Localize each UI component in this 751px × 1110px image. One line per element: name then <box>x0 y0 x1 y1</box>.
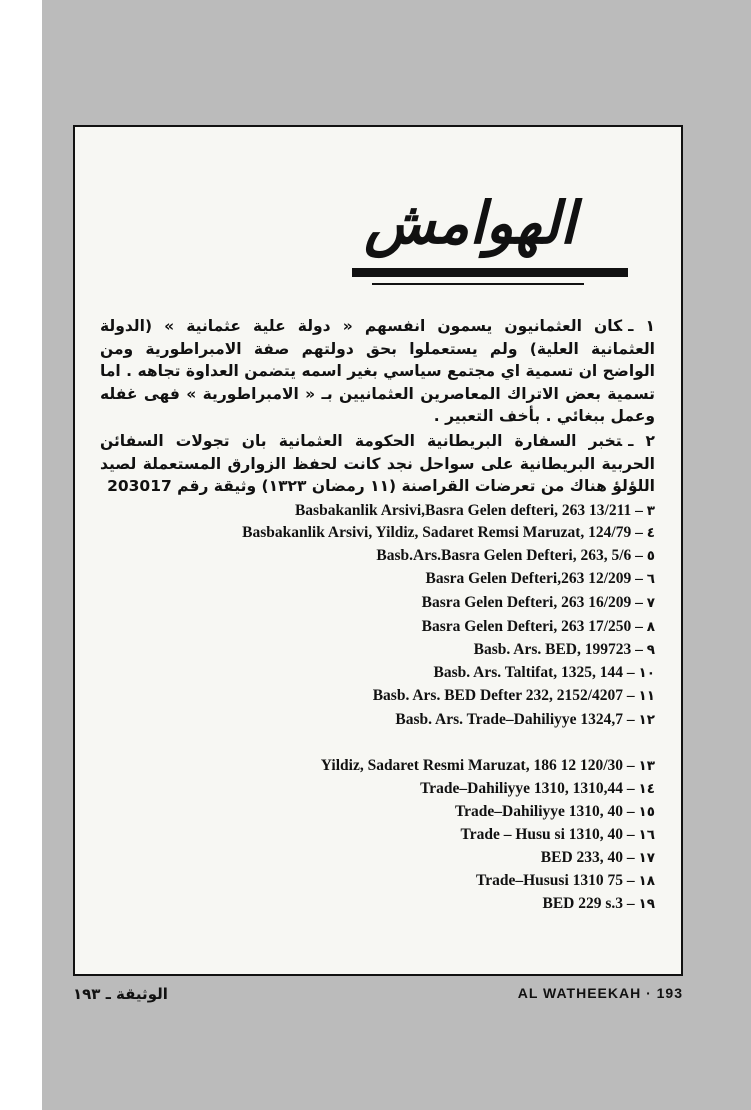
title-underline <box>352 268 628 277</box>
reference-item: Basb. Ars. Taltifat, 1325, 144 – ١٠ <box>433 664 655 681</box>
reference-number: ١٧ <box>638 850 655 866</box>
reference-text: Basbakanlik Arsivi,Basra Gelen defteri, 263 13/211 <box>294 502 632 519</box>
reference-number: ٩ <box>646 642 655 658</box>
reference-item: Basb.Ars.Basra Gelen Defteri, 263, 5/6 – ٥ <box>376 547 655 564</box>
reference-item: Basb. Ars. BED, 199723 – ٩ <box>473 641 655 658</box>
reference-number: ١٢ <box>638 712 655 728</box>
reference-number: ٦ <box>646 571 655 587</box>
reference-text: Basb. Ars. BED Defter 232, 2152/4207 <box>372 687 624 704</box>
reference-item: BED 229 s.3 – ١٩ <box>542 895 655 912</box>
footnote-text: تخبر السفارة البريطانية الحكومة العثمانية بان تجولات السفائن الحربية البريطانية على سواحل نجد كانت لحفظ الزوارق المستعملة لصيد اللؤلؤ هناك من تعرضات القراصنة (١١ رمضان ١٣٢٣) وثيقة رقم 203017 <box>100 432 655 496</box>
footer-page-arabic: الوثيقة ـ ١٩٣ <box>73 985 168 1003</box>
reference-text: Trade–Dahiliyye 1310, 1310,44 <box>420 780 624 797</box>
reference-number: ١٦ <box>638 827 655 843</box>
reference-text: Trade–Dahiliyye 1310, 40 <box>454 803 624 820</box>
reference-text: Basra Gelen Defteri, 263 17/250 <box>421 618 632 635</box>
reference-item: Basra Gelen Defteri, 263 17/250 – ٨ <box>421 618 655 635</box>
reference-item: Basb. Ars. BED Defter 232, 2152/4207 – ١١ <box>372 687 655 704</box>
reference-number: ١٨ <box>638 873 655 889</box>
reference-item: Trade–Dahiliyye 1310, 1310,44 – ١٤ <box>420 780 655 797</box>
footnote-number: ١ ـ <box>628 317 656 335</box>
reference-number: ٥ <box>646 548 655 564</box>
reference-text: Basra Gelen Defteri, 263 16/209 <box>421 594 632 611</box>
reference-item: BED 233, 40 – ١٧ <box>540 849 655 866</box>
footnote-1 <box>100 315 655 428</box>
footnote-number: ٢ ـ <box>628 432 655 450</box>
footer-page-latin: AL WATHEEKAH · 193 <box>517 985 683 1001</box>
reference-number: ١٥ <box>638 804 655 820</box>
reference-number: ١٩ <box>638 896 655 912</box>
reference-item: Yildiz, Sadaret Resmi Maruzat, 186 12 120/30 – ١٣ <box>320 757 655 774</box>
footnote-text: كان العثمانيون يسمون انفسهم « دولة علية عثمانية » (الدولة العثمانية العلية) ولم يستعملوا بحق دولتهم صفة الامبراطورية ومن الواضح ان تسمية اي مجتمع سياسي بغير اسمه يتضمن العداوة تجاهه . اما تسمية بعض الاتراك المعاصرين العثمانيين بـ « الامبراطورية » فهى غفله وعمل ببغائي . بأخف التعبير . <box>100 317 655 426</box>
reference-item: Basbakanlik Arsivi, Yildiz, Sadaret Remsi Maruzat, 124/79 – ٤ <box>242 524 655 541</box>
reference-number: ١٠ <box>638 665 655 681</box>
reference-item: Trade–Hususi 1310 75 – ١٨ <box>476 872 655 889</box>
page-title: الهوامش <box>364 189 576 257</box>
reference-text: Basra Gelen Defteri,263 12/209 <box>425 570 632 587</box>
reference-text: Basb. Ars. Trade–Dahiliyye 1324,7 <box>395 711 624 728</box>
reference-text: Basb. Ars. BED, 199723 <box>473 641 632 658</box>
footnote-2 <box>100 430 655 498</box>
reference-item: Basra Gelen Defteri, 263 16/209 – ٧ <box>421 594 655 611</box>
reference-text: BED 229 s.3 <box>542 895 624 912</box>
reference-item: Basra Gelen Defteri,263 12/209 – ٦ <box>425 570 655 587</box>
reference-text: Basbakanlik Arsivi, Yildiz, Sadaret Remsi Maruzat, 124/79 <box>242 524 632 541</box>
reference-text: Basb.Ars.Basra Gelen Defteri, 263, 5/6 <box>376 547 632 564</box>
reference-number: ٤ <box>646 525 655 541</box>
reference-item: Trade–Dahiliyye 1310, 40 – ١٥ <box>454 803 655 820</box>
reference-item: Basbakanlik Arsivi,Basra Gelen defteri, 263 13/211 – ٣ <box>294 502 655 519</box>
reference-number: ٣ <box>646 503 655 519</box>
reference-number: ١١ <box>638 688 655 704</box>
reference-text: BED 233, 40 <box>540 849 624 866</box>
reference-text: Basb. Ars. Taltifat, 1325, 144 <box>433 664 624 681</box>
reference-number: ٧ <box>646 595 655 611</box>
reference-number: ١٤ <box>638 781 655 797</box>
title-underline-thin <box>372 283 584 285</box>
reference-item: Trade – Husu si 1310, 40 – ١٦ <box>460 826 655 843</box>
reference-text: Trade – Husu si 1310, 40 <box>460 826 624 843</box>
reference-text: Yildiz, Sadaret Resmi Maruzat, 186 12 120/30 <box>320 757 624 774</box>
reference-item: Basb. Ars. Trade–Dahiliyye 1324,7 – ١٢ <box>395 711 655 728</box>
reference-number: ١٣ <box>638 758 655 774</box>
reference-number: ٨ <box>646 619 655 635</box>
scan-margin <box>0 0 42 1110</box>
reference-text: Trade–Hususi 1310 75 <box>476 872 624 889</box>
